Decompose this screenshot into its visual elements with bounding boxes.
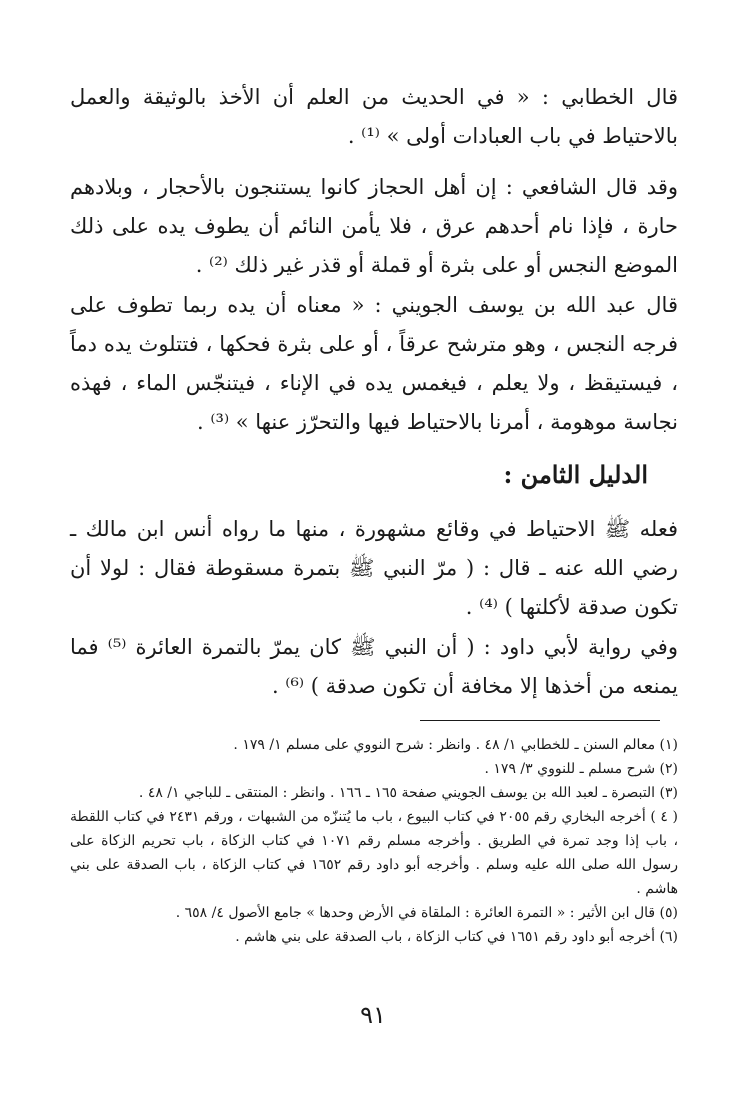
footnote-4: ( ٤ ) أخرجه البخاري رقم ٢٠٥٥ في كتاب البيوع ، باب ما يُتنزّه من الشبهات ، ورقم ٢٤٣١ في كتاب اللقطة ، باب إذا وجد تمرة في الطريق . وأخرجه مسلم رقم ١٠٧١ في كتاب الزكاة ، باب تحريم الزكاة على رسول الله صلى الله عليه وسلم . وأخرجه أبو داود رقم ١٦٥٢ في كتاب الزكاة ، باب الصدقة على بني هاشم . xyxy=(70,809,678,897)
page-number: ٩١ xyxy=(360,1001,386,1029)
footnote-divider xyxy=(420,720,660,721)
footnote-5: (٥) قال ابن الأثير : « التمرة العائرة : الملقاة في الأرض وحدها » جامع الأصول ٤/ ٦٥٨ . xyxy=(175,905,678,921)
footnotes xyxy=(70,733,678,949)
footnote-3: (٣) التبصرة ـ لعبد الله بن يوسف الجويني صفحة ١٦٥ ـ ١٦٦ . وانظر : المنتقى ـ للباجي ١/ ٤٨ . xyxy=(138,785,678,801)
paragraph-shafii xyxy=(70,168,678,285)
footnote-2: (٢) شرح مسلم ـ للنووي ٣/ ١٧٩ . xyxy=(484,761,678,777)
section-heading: الدليل الثامن : xyxy=(503,460,648,489)
paragraph-abu-dawud xyxy=(70,628,678,706)
paragraph-juwayni xyxy=(70,286,678,442)
paragraph-hadith-anas xyxy=(70,510,678,627)
footnote-6: (٦) أخرجه أبو داود رقم ١٦٥١ في كتاب الزكاة ، باب الصدقة على بني هاشم . xyxy=(235,929,678,945)
footnote-1: (١) معالم السنن ـ للخطابي ١/ ٤٨ . وانظر : شرح النووي على مسلم ١/ ١٧٩ . xyxy=(233,737,678,753)
paragraph-4-text: فعله ﷺ الاحتياط في وقائع مشهورة ، منها ما رواه أنس ابن مالك ـ رضي الله عنه ـ قال : ( مرّ النبي ﷺ بتمرة مسقوطة فقال : لولا أن تكون صدقة لأكلتها ) ⁽⁴⁾ . xyxy=(70,517,678,619)
paragraph-1-text: قال الخطابي : « في الحديث من العلم أن الأخذ بالوثيقة والعمل بالاحتياط في باب العبادات أولى » ⁽¹⁾ . xyxy=(70,85,678,148)
paragraph-khattabi xyxy=(70,78,678,156)
paragraph-5-text: وفي رواية لأبي داود : ( أن النبي ﷺ كان يمرّ بالتمرة العائرة ⁽⁵⁾ فما يمنعه من أخذها إلا مخافة أن تكون صدقة ) ⁽⁶⁾ . xyxy=(70,635,678,698)
paragraph-3-text: قال عبد الله بن يوسف الجويني : « معناه أن يده ربما تطوف على فرجه النجس ، وهو مترشح عرقاً ، أو على بثرة فحكها ، فتتلوث يده دماً ، فيستيقظ ، ولا يعلم ، فيغمس يده في الإناء ، فيتنجّس الماء ، فهذه نجاسة موهومة ، أمرنا بالاحتياط فيها والتحرّز عنها » ⁽³⁾ . xyxy=(70,293,678,434)
paragraph-2-text: وقد قال الشافعي : إن أهل الحجاز كانوا يستنجون بالأحجار ، وبلادهم حارة ، فإذا نام أحدهم عرق ، فلا يأمن النائم أن يطوف يده على ذلك الموضع النجس أو على بثرة أو قملة أو قذر غير ذلك ⁽²⁾ . xyxy=(70,175,678,277)
